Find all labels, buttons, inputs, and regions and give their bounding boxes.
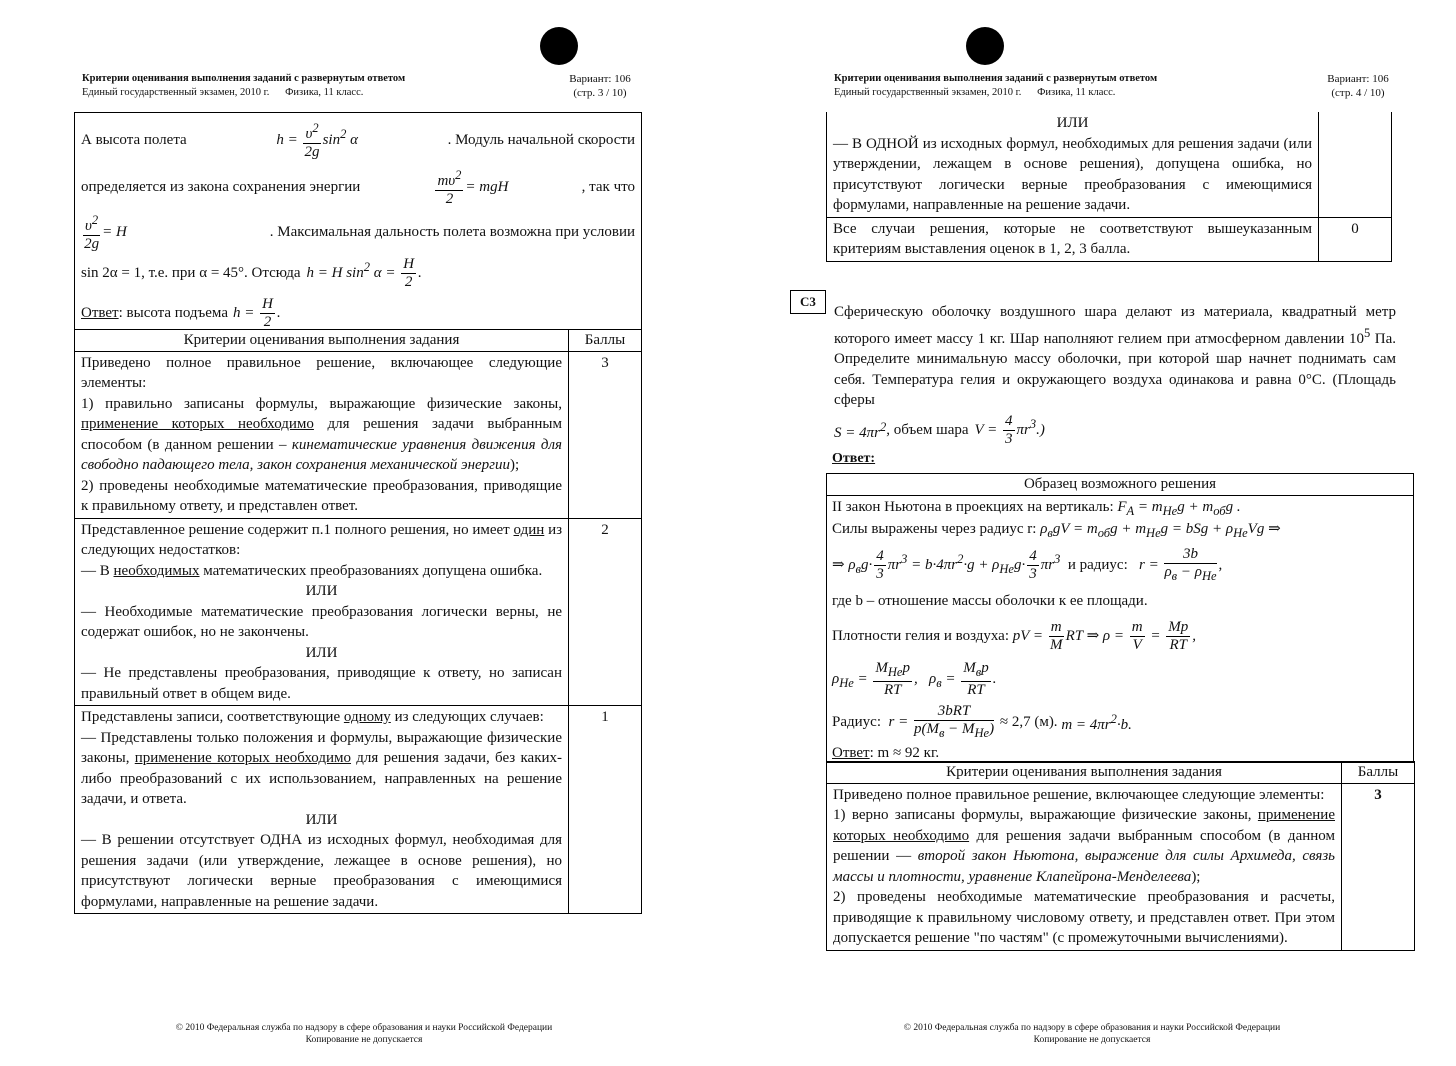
header-subject: Физика, 11 класс. xyxy=(1037,87,1116,98)
criteria-text: необходимых xyxy=(113,562,200,579)
criteria-text: ); xyxy=(510,457,520,473)
solution-text: где b – отношение массы оболочки к ее площади. xyxy=(832,593,1148,609)
score-value: 3 xyxy=(1342,783,1415,950)
criteria-table xyxy=(74,329,642,914)
page-variant xyxy=(560,72,640,100)
criteria-text: из следующих случаев: xyxy=(394,709,544,725)
formula-result: h = H $\sin^2 \alpha$ = $\frac{H}{2}$ . xyxy=(306,255,422,290)
table-row xyxy=(75,706,642,914)
formula-mass: $m = 4\pi r^2\cdot b$. xyxy=(1061,712,1132,733)
task-text-part: Сферическую оболочку воздушного шара делают из материала, квадратный метр которого имеет массу 1 кг. Шар наполняют гелием при атмосферном давлении 10 xyxy=(834,304,1396,347)
criteria-text: одному xyxy=(343,709,391,725)
solution-box xyxy=(826,473,1414,763)
score-value: 2 xyxy=(569,518,642,706)
task-text-sup: 5 xyxy=(1363,325,1371,340)
solution-text: А высота полета xyxy=(81,132,187,148)
score-value: 1 xyxy=(569,706,642,914)
answer-text: : высота подъема xyxy=(118,305,228,321)
criteria-text: Все случаи решения, которые не соответствуют вышеуказанным критериям выставления оценок в 1, 2, 3 балла. xyxy=(827,217,1319,261)
col-points: Баллы xyxy=(1342,762,1415,784)
formula-height: h = $\frac{\upsilon^2}{2g}$ $\sin^2 \alpha$ xyxy=(276,120,358,160)
header-title: Критерии оценивания выполнения заданий с развернутым ответом xyxy=(834,73,1158,84)
score-value: 3 xyxy=(569,351,642,518)
punch-hole xyxy=(540,27,578,65)
or-separator: ИЛИ xyxy=(305,583,338,599)
solution-box xyxy=(74,112,642,331)
solution-text: определяется из закона сохранения энергии xyxy=(81,179,361,195)
col-criteria: Критерии оценивания выполнения задания xyxy=(827,762,1342,784)
criteria-text: Приведено полное правильное решение, включающее следующие элементы: xyxy=(81,354,562,391)
variant-label: Вариант: 106 xyxy=(1327,73,1389,85)
solution-text: II закон Ньютона в проекциях на вертикаль: xyxy=(832,499,1114,515)
criteria-text: — В ОДНОЙ из исходных формул, необходимых для решения задачи (или утверждении, лежащем в основе решения), допущена ошибка, но присутствуют логически верные преобразования с имеющимися формулами, направленные на решение задачи. xyxy=(833,135,1312,213)
solution-text: Радиус: xyxy=(832,714,881,730)
solution-text: Силы выражены через радиус r: xyxy=(832,521,1037,537)
formula-density: pV = $\frac{m}{M}$ RT ⇒ ρ = $\frac{m}{V}$ = $\frac{Mp}{RT}$ , xyxy=(1012,618,1196,653)
formula-radius: r = $\frac{3b}{\rho_в - \rho_{He}}$ , xyxy=(1139,545,1223,583)
formula-radius-value: r = $\frac{\text{3bRT}}{p(M_в - M_{He})}$ xyxy=(888,702,995,740)
or-separator: ИЛИ xyxy=(305,811,338,828)
criteria-text: из следующих недостатков: xyxy=(81,521,563,558)
page-variant xyxy=(1316,72,1400,100)
footer-notice: Копирование не допускается xyxy=(1033,1035,1151,1045)
or-separator: ИЛИ xyxy=(1056,115,1089,131)
formula-forces-2: ⇒ $\rho_вg\cdot$ $\frac{4}{3}$ $\pi r^3 = b\cdot 4\pi r^2\cdot g + \rho_{He}g\cdot$ $\frac{4}{3}$ $\pi r^3$ xyxy=(832,547,1061,582)
page-number: (стр. 3 / 10) xyxy=(573,87,627,99)
criteria-text: Представленное решение содержит п.1 полного решения, но имеет xyxy=(81,521,510,538)
solution-text: и радиус: xyxy=(1067,557,1128,573)
criteria-text: для решения задачи выбранным способом (в данном решении — xyxy=(833,827,1335,864)
table-header-row xyxy=(75,330,642,352)
page-header xyxy=(82,72,405,100)
task-text-part: Па. Определите минимальную массу оболочки, при которой шар начнет поднимать сам себя. Температура гелия и окружающего воздуха одинакова и равна 0°C. (Площадь сферы xyxy=(834,330,1396,409)
table-row xyxy=(827,112,1392,217)
formula-ratio: $\frac{\upsilon^2}{2g}$ = H xyxy=(84,212,127,252)
solution-text: . Максимальная дальность полета возможна при условии xyxy=(269,224,635,240)
criteria-text: для решения задачи, без каких-либо преобразований с их использованием, направленных на решение задачи, и ответа. xyxy=(81,750,563,807)
answer-label: Ответ: xyxy=(832,451,876,466)
criteria-text: один xyxy=(513,521,545,538)
answer-text: : m ≈ 92 кг. xyxy=(869,745,940,761)
criteria-text: — Необходимые математические преобразования логически верны, не содержат ошибок, но не закончены. xyxy=(81,603,562,640)
col-criteria: Критерии оценивания выполнения задания xyxy=(75,330,569,352)
page-footer xyxy=(728,1022,1456,1046)
criteria-text: — Представлены только положения и формулы, выражающие физические законы, xyxy=(81,729,562,766)
formula-volume: V = $\frac{4}{3}$ $\pi r^3$.) xyxy=(974,412,1045,447)
solution-title: Образец возможного решения xyxy=(827,474,1413,496)
formula-forces: $\rho_вgV = m_{об}g + m_{He}g$ = bSg + $\rho_{He}Vg$ ⇒ xyxy=(1040,521,1281,540)
right-page xyxy=(728,0,1456,1066)
page-footer xyxy=(0,1022,728,1046)
answer-label: Ответ xyxy=(81,305,119,321)
variant-label: Вариант: 106 xyxy=(569,73,631,85)
solution-text: ≈ 2,7 (м). xyxy=(999,714,1058,730)
table-row xyxy=(827,783,1415,950)
table-row xyxy=(827,217,1392,261)
page-number: (стр. 4 / 10) xyxy=(1331,87,1385,99)
formula-area: $S = 4\pi r^2$ xyxy=(834,420,887,442)
task-text xyxy=(834,302,1396,448)
score-value: 0 xyxy=(1319,217,1392,261)
criteria-text: математических преобразованиях допущена ошибка. xyxy=(203,562,543,579)
footer-copyright: © 2010 Федеральная служба по надзору в сфере образования и науки Российской Федерации xyxy=(175,1023,553,1033)
table-row xyxy=(75,518,642,706)
criteria-text: применение которых необходимо xyxy=(833,807,1335,844)
task-label: C3 xyxy=(790,290,826,314)
criteria-text: для решения задачи выбранным способом (в данном решении – xyxy=(81,416,562,453)
criteria-text: — В xyxy=(81,562,110,579)
solution-text: . Модуль начальной скорости xyxy=(447,132,635,148)
formula-newton: $F_A = m_{He}g + m_{об}g$ . xyxy=(1117,499,1241,518)
col-points: Баллы xyxy=(569,330,642,352)
formula-energy: $\frac{m\upsilon^2}{2}$ = mgH xyxy=(437,167,509,207)
score-value xyxy=(1319,112,1392,217)
criteria-table-continued xyxy=(826,112,1392,262)
solution-text: sin 2α = 1, т.е. при α = 45°. Отсюда xyxy=(81,265,301,281)
answer-label: Ответ xyxy=(832,745,870,761)
table-row xyxy=(75,351,642,518)
header-subject: Физика, 11 класс. xyxy=(285,87,364,98)
task-text-part: , объем шара xyxy=(886,422,969,439)
punch-hole xyxy=(966,27,1004,65)
solution-text: Плотности гелия и воздуха: xyxy=(832,628,1010,644)
criteria-text: 1) правильно записаны формулы, выражающие физические законы, xyxy=(81,395,562,412)
criteria-text: 2) проведены необходимые математические преобразования, приводящие к правильному ответу, и представлен ответ. xyxy=(81,477,562,514)
header-exam: Единый государственный экзамен, 2010 г. xyxy=(82,87,270,98)
criteria-text: — Не представлены преобразования, приводящие к ответу, но записан правильный ответ в общем виде. xyxy=(81,665,562,702)
criteria-text: второй закон Ньютона, выражение для силы Архимеда, связь массы и плотности, уравнение Клапейрона-Менделеева xyxy=(833,848,1336,885)
criteria-text: ); xyxy=(1191,868,1201,885)
page-header xyxy=(834,72,1157,100)
footer-notice: Копирование не допускается xyxy=(305,1035,423,1045)
criteria-text: кинематические уравнения движения для свободно падающего тела, закон сохранения механической энергии xyxy=(81,436,562,473)
solution-text: , так что xyxy=(581,179,635,195)
criteria-text: 2) проведены необходимые математические преобразования и расчеты, приводящие к правильному числовому ответу, и представлен ответ. При этом допускается решение "по частям" (с промежуточными вычислениями). xyxy=(833,889,1335,946)
criteria-text: применение которых необходимо xyxy=(134,750,352,766)
criteria-table xyxy=(826,761,1415,951)
criteria-text: 1) верно записаны формулы, выражающие физические законы, xyxy=(833,807,1252,823)
footer-copyright: © 2010 Федеральная служба по надзору в сфере образования и науки Российской Федерации xyxy=(903,1023,1281,1033)
header-exam: Единый государственный экзамен, 2010 г. xyxy=(834,87,1022,98)
criteria-text: Приведено полное правильное решение, включающее следующие элементы: xyxy=(833,786,1325,803)
criteria-text: Представлены записи, соответствующие xyxy=(81,709,341,725)
criteria-text: — В решении отсутствует ОДНА из исходных формул, необходимая для решения задачи (или утверждение, лежащее в основе решения), но присутствуют логически верные преобразования с имеющимися формулами, направленные на решение задачи. xyxy=(81,832,562,910)
header-title: Критерии оценивания выполнения заданий с развернутым ответом xyxy=(82,73,406,84)
table-header-row xyxy=(827,762,1415,784)
or-separator: ИЛИ xyxy=(305,644,338,661)
answer-formula: h = $\frac{H}{2}$ . xyxy=(232,295,281,330)
formula-densities: $\rho_{He}$ = $\frac{M_{He}p}{RT}$ , $\rho_в$ = $\frac{M_вp}{RT}$ . xyxy=(832,659,997,698)
criteria-text: применение которых необходимо xyxy=(81,416,314,432)
